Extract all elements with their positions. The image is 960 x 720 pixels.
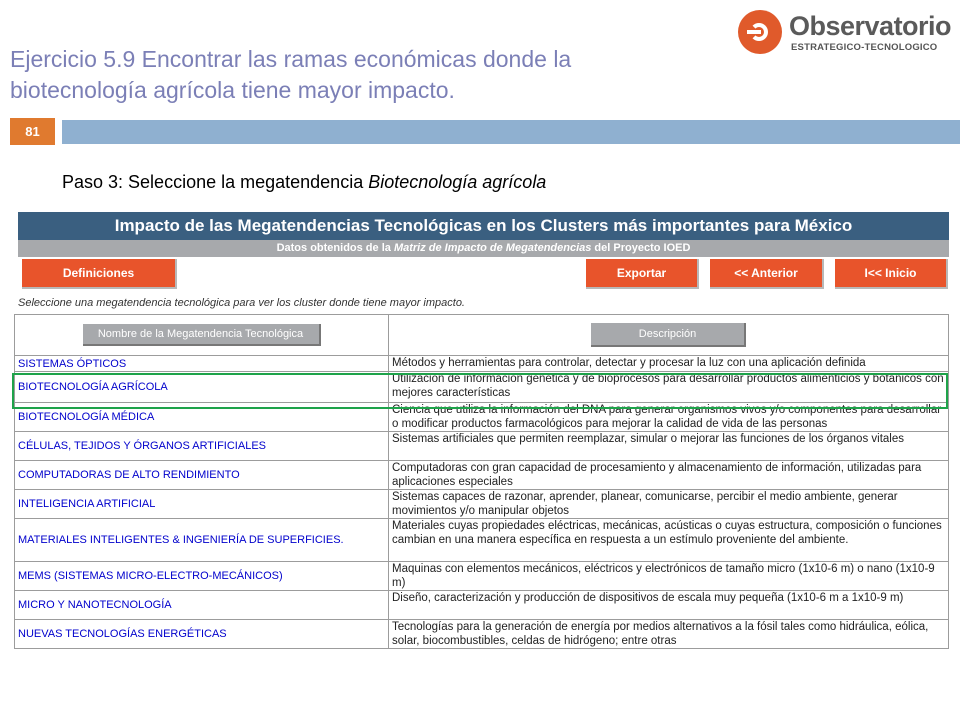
table-row <box>15 620 949 649</box>
megatendencia-desc: Métodos y herramientas para controlar, detectar y procesar la luz con una aplicación definida <box>389 356 949 372</box>
table-header-row <box>15 315 949 356</box>
megatendencia-link[interactable]: MATERIALES INTELIGENTES & INGENIERÍA DE SUPERFICIES. <box>15 519 389 562</box>
logo-name: Observatorio <box>789 11 952 41</box>
megatendencia-link[interactable]: BIOTECNOLOGÍA MÉDICA <box>15 403 389 432</box>
megatendencia-desc: Diseño, caracterización y producción de dispositivos de escala muy pequeña (1x10-6 m a 1x10-9 m) <box>389 591 949 620</box>
megatendencia-link[interactable]: MEMS (SISTEMAS MICRO-ELECTRO-MECÁNICOS) <box>15 562 389 591</box>
subbanner-suffix: del Proyecto IOED <box>591 242 691 254</box>
app-screenshot <box>14 210 949 690</box>
definiciones-button[interactable]: Definiciones <box>22 259 177 289</box>
observatorio-logo <box>738 8 953 56</box>
megatendencia-link[interactable]: BIOTECNOLOGÍA AGRÍCOLA <box>15 372 389 403</box>
megatendencia-link[interactable]: COMPUTADORAS DE ALTO RENDIMIENTO <box>15 461 389 490</box>
megatendencia-desc: Computadoras con gran capacidad de procesamiento y almacenamiento de información, utilizadas para aplicaciones especiales <box>389 461 949 490</box>
megatendencias-table <box>14 314 949 649</box>
selection-highlight <box>12 373 948 409</box>
step-emphasis: Biotecnología agrícola <box>368 172 547 192</box>
table-row <box>15 490 949 519</box>
megatendencia-link[interactable]: NUEVAS TECNOLOGÍAS ENERGÉTICAS <box>15 620 389 649</box>
megatendencia-desc: Sistemas artificiales que permiten reemplazar, simular o mejorar las funciones de los órganos vitales <box>389 432 949 461</box>
table-row <box>15 356 949 372</box>
table-row <box>15 591 949 620</box>
megatendencia-desc: Ciencia que utiliza la información del DNA para generar organismos vivos y/o componentes para desarrollar o modificar productos farmacológicos para mejorar la calidad de vida de las personas <box>389 403 949 432</box>
table-row <box>15 461 949 490</box>
subbanner-prefix: Datos obtenidos de la <box>276 242 394 254</box>
inicio-button[interactable]: I<< Inicio <box>835 259 948 289</box>
table-row <box>15 562 949 591</box>
header-name-button[interactable]: Nombre de la Megatendencia Tecnológica <box>83 324 321 346</box>
exportar-button[interactable]: Exportar <box>586 259 699 289</box>
table-row <box>15 432 949 461</box>
megatendencia-desc: Sistemas capaces de razonar, aprender, planear, comunicarse, percibir el medio ambiente, generar movimientos y/o manipular objetos <box>389 490 949 519</box>
megatendencia-desc: Materiales cuyas propiedades eléctricas, mecánicas, acústicas o cuyas estructura, composición o funciones cambian en una manera específica en respuesta a un estímulo proveniente del ambiente. <box>389 519 949 562</box>
header-desc-cell <box>389 315 949 356</box>
slide-title: Ejercicio 5.9 Encontrar las ramas económicas donde la biotecnología agrícola tiene mayor impacto. <box>10 46 572 103</box>
logo-icon <box>738 10 782 54</box>
megatendencia-desc: Utilización de información genética y de bioprocesos para desarrollar productos alimenticios y botánicos con mejores características <box>389 372 949 403</box>
app-subbanner <box>18 240 949 257</box>
table-row <box>15 519 949 562</box>
logo-subtitle: ESTRATEGICO-TECNOLOGICO <box>791 42 938 53</box>
page-number: 81 <box>10 118 55 145</box>
megatendencia-link[interactable]: SISTEMAS ÓPTICOS <box>15 356 389 372</box>
selection-hint: Seleccione una megatendencia tecnológica para ver los cluster donde tiene mayor impacto. <box>18 297 465 309</box>
megatendencia-desc: Maquinas con elementos mecánicos, eléctricos y electrónicos de tamaño micro (1x10-6 m) o nano (1x10-9 m) <box>389 562 949 591</box>
page-band <box>62 120 960 144</box>
header-name-cell <box>15 315 389 356</box>
anterior-button[interactable]: << Anterior <box>710 259 824 289</box>
step-instruction <box>62 172 546 193</box>
step-prefix: Paso 3: Seleccione la megatendencia <box>62 172 369 192</box>
header-desc-button[interactable]: Descripción <box>591 323 746 347</box>
megatendencia-desc: Tecnologías para la generación de energía por medios alternativos a la fósil tales como hidráulica, eólica, solar, biocombustibles, celdas de hidrógeno; entre otras <box>389 620 949 649</box>
megatendencia-link[interactable]: CÉLULAS, TEJIDOS Y ÓRGANOS ARTIFICIALES <box>15 432 389 461</box>
app-banner: Impacto de las Megatendencias Tecnológicas en los Clusters más importantes para México <box>18 212 949 240</box>
megatendencia-link[interactable]: MICRO Y NANOTECNOLOGÍA <box>15 591 389 620</box>
subbanner-emphasis: Matriz de Impacto de Megatendencias <box>393 242 592 254</box>
megatendencia-link[interactable]: INTELIGENCIA ARTIFICIAL <box>15 490 389 519</box>
